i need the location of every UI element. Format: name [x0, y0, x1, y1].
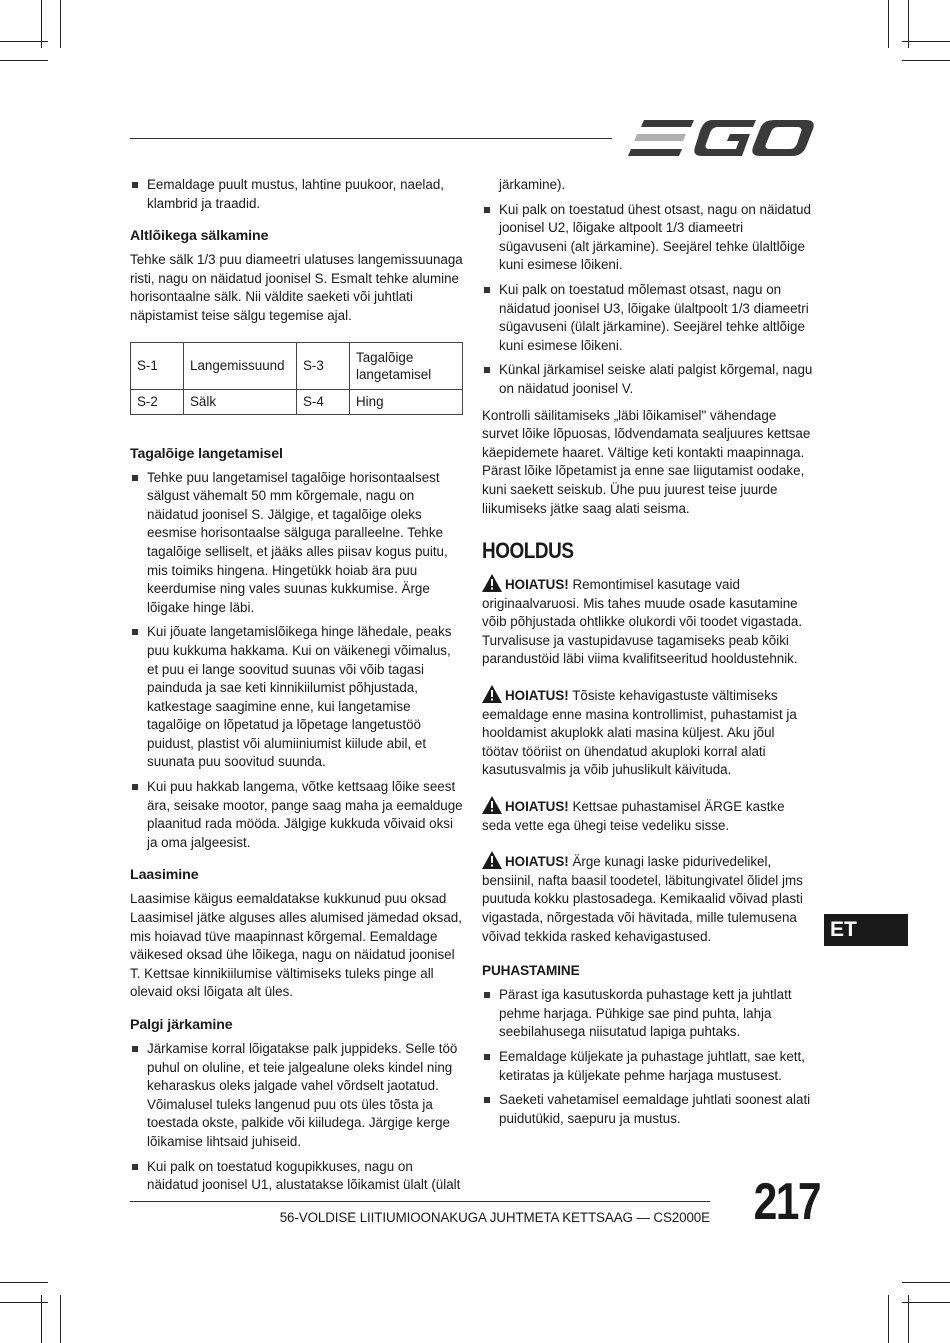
- warning-paragraph: [482, 574, 814, 669]
- table-cell: S-1: [131, 342, 184, 389]
- bucking-bullet-list-continued: [482, 201, 814, 399]
- list-item: Kui puu hakkab langema, võtke kettsaag lõike seest ära, seisake mootor, pange saag maha ja eemalduge plaanitud rada mööda. Jälgige kukkuda võivaid oksi ja oma jalgeesist.: [130, 778, 464, 852]
- section-text-notch: Tehke sälk 1/3 puu diameetri ulatuses langemissuunaga risti, nagu on näidatud joonisel S. Esmalt tehke alumine horisontaalne sälk. Nii väldite saeketi või juhtlati näpistamist teise sälgu tegemise ajal.: [130, 252, 463, 323]
- section-title-bucking: Palgi järkamine: [130, 1017, 233, 1033]
- crop-mark: [902, 1302, 950, 1303]
- warning-triangle-icon: [482, 796, 502, 814]
- crop-mark: [902, 41, 950, 42]
- table-cell: Hing: [350, 389, 463, 414]
- crop-mark: [0, 1302, 48, 1303]
- crop-mark: [888, 1295, 889, 1343]
- list-item: Saeketi vahetamisel eemaldage juhtlati soonest alati puidutükid, saepuru ja mustus.: [482, 1091, 814, 1128]
- section-text-limbing: Laasimise käigus eemaldatakse kukkunud puu oksad Laasimisel jätke alguses alles alumised jämedad oksad, mis hoiavad tüve maapinnast kõrgemal. Eemaldage väikesed oksad ühe lõikega, nagu on näidatud joonisel T. Kettsae kinnikiilumise vältimiseks tuleks pinge all olevaid oksi lõigata alt üles.: [130, 891, 462, 1000]
- table-row: [131, 389, 463, 414]
- warning-triangle-icon: [482, 574, 502, 592]
- list-item: Pärast iga kasutuskorda puhastage kett ja juhtlatt pehme harjaga. Pühkige sae pind puhta, lahja seebilahusega niisutatud lapiga puhtaks.: [482, 986, 814, 1042]
- crop-mark: [888, 0, 889, 48]
- section-title-maintenance: HOOLDUS: [482, 538, 574, 564]
- section-title-cleaning: PUHASTAMINE: [482, 963, 580, 979]
- warning-triangle-icon: [482, 685, 502, 703]
- ego-logo: [628, 116, 814, 160]
- left-column: [130, 176, 464, 1203]
- warning-label: HOIATUS!: [505, 799, 569, 815]
- crop-mark: [60, 1295, 61, 1343]
- header-rule: [130, 138, 612, 139]
- bucking-bullet-list: [130, 1040, 464, 1195]
- list-item: Eemaldage küljekate ja puhastage juhtlatt, sae kett, ketiratas ja küljekate pehme harjaga mustusest.: [482, 1048, 814, 1085]
- footer-rule: [130, 1201, 710, 1202]
- list-item: Tehke puu langetamisel tagalõige horisontaalsest sälgust vähemalt 50 mm kõrgemale, nagu on näidatud joonisel S. Jälgige, et tagalõige oleks eesmise horisontaalse sälguga paralleelne. Tehke tagalõige selliselt, et jääks alles piisav kogus puitu, mis toimiks hingena. Hingetükk hoiab ära puu keerdumise ning vales suunas kukkumise. Ärge lõigake hinge läbi.: [130, 469, 464, 618]
- cleaning-bullet-list: [482, 986, 814, 1128]
- table-row: [131, 342, 463, 389]
- crop-mark: [0, 60, 48, 61]
- warning-text: Tõsiste kehavigastuste vältimiseks eemaldage enne masina kontrollimist, puhastamist ja hooldamist akuplokk alati masina küljest. Aku jõul töötav tööriist on ühendatud akuploki korral alati kasutusvalmis ja võib juhuslikult käivituda.: [482, 688, 797, 778]
- warning-text: Remontimisel kasutage vaid originaalvaruosi. Mis tahes muude osade kasutamine võib põhjustada ohtlikke olukordi või toodet vigastada. Turvalisuse ja vastupidavuse tagamiseks peab kõiki parandustöid läbi viima kvalifitseeritud hooldustehnik.: [482, 577, 803, 667]
- list-item: Kui palk on toestatud kogupikkuses, nagu on näidatud joonisel U1, alustatakse lõikamist ülalt (ülalt: [130, 1158, 464, 1195]
- footer-title: 56-VOLDISE LIITIUMIOONAKUGA JUHTMETA KETTSAAG — CS2000E: [279, 1210, 710, 1225]
- bullet-continuation: järkamine).: [499, 177, 566, 192]
- table-cell: Tagalõige langetamisel: [350, 342, 463, 389]
- list-item: Künkal järkamisel seiske alati palgist kõrgemal, nagu on näidatud joonisel V.: [482, 361, 814, 398]
- section-title-limbing: Laasimine: [130, 867, 199, 884]
- list-item: Kui palk on toestatud ühest otsast, nagu on näidatud joonisel U2, lõigake altpoolt 1/3 diameetri sügavuseni (alt järkamine). Seejärel tehke ülaltlõige kuni esimese lõikeni.: [482, 201, 814, 275]
- list-item: Järkamise korral lõigatakse palk juppideks. Selle töö puhul on oluline, et teie jalgealune oleks kindel ning keharaskus oleks jalgade vahel võrdselt jaotatud. Võimalusel tuleks langenud puu ots üles tõsta ja toestada okste, palkide või kiiludega. Järgige kerge lõikamise lihtsaid juhiseid.: [130, 1040, 464, 1152]
- warning-label: HOIATUS!: [505, 577, 569, 593]
- crop-mark: [902, 60, 950, 61]
- list-item: Kui palk on toestatud mõlemast otsast, nagu on näidatud joonisel U3, lõigake ülaltpoolt 1/3 diameetri sügavuseni (ülalt järkamine). Seejärel tehke altlõige kuni esimese lõikeni.: [482, 281, 814, 355]
- crop-mark: [0, 1282, 48, 1283]
- warning-text: Ärge kunagi laske pidurivedelikel, bensiinil, nafta baasil toodetel, läbitungivatel õlidel jms puutuda kokku plastosadega. Kemikaalid võivad plasti vigastada, nõrgestada või hävitada, mille tulemusena võivad tekkida rasked kehavigastused.: [482, 854, 803, 944]
- section-title-notch: Altlõikega sälkamine: [130, 228, 269, 245]
- table-cell: Sälk: [184, 389, 297, 414]
- table-cell: S-2: [131, 389, 184, 414]
- crop-mark: [60, 0, 61, 48]
- page-number: 217: [753, 1173, 820, 1231]
- control-paragraph: Kontrolli säilitamiseks „läbi lõikamisel" vähendage survet lõike lõpuosas, lõdvendamata sealjuures kettsae käepidemete haaret. Vältige keti kontakti maapinnaga. Pärast lõike lõpetamist ja enne sae liigutamist oodake, kuni saekett seiskub. Ühe puu juurest teise juurde liikumiseks jätke saag alati seisma.: [482, 407, 811, 516]
- warning-label: HOIATUS!: [505, 854, 569, 870]
- crop-mark: [902, 1282, 950, 1283]
- crop-mark: [0, 41, 48, 42]
- warning-paragraph: [482, 851, 814, 946]
- warning-paragraph: [482, 685, 814, 780]
- section-title-backcut: Tagalõige langetamisel: [130, 445, 283, 462]
- warning-text: Kettsae puhastamisel ÄRGE kastke seda vette ega ühegi teise vedeliku sisse.: [482, 799, 785, 833]
- intro-bullet-list: [130, 176, 464, 213]
- table-cell: Langemissuund: [184, 342, 297, 389]
- warning-triangle-icon: [482, 851, 502, 869]
- backcut-bullet-list: [130, 469, 464, 853]
- warning-label: HOIATUS!: [505, 688, 569, 704]
- table-cell: S-4: [297, 389, 350, 414]
- list-item: Kui jõuate langetamislõikega hinge lähedale, peaks puu kukkuma hakkama. Kui on väikenegi võimalus, et puu ei lange soovitud suunas või võib tagasi painduda ja sae keti kinnikiilumist põhjustada, katkestage saagimine enne, kui langetamise tagalõige on lõpetatud ja lõpetage langetustöö puidust, plastist või alumiiniumist kiilude abil, et suunata puu soovitud suunda.: [130, 623, 464, 772]
- language-tab: ET: [824, 914, 908, 946]
- table-cell: S-3: [297, 342, 350, 389]
- warning-paragraph: [482, 796, 814, 835]
- figure-legend-table: [130, 342, 463, 415]
- right-column: [482, 176, 814, 1136]
- list-item: Eemaldage puult mustus, lahtine puukoor, naelad, klambrid ja traadid.: [130, 176, 464, 213]
